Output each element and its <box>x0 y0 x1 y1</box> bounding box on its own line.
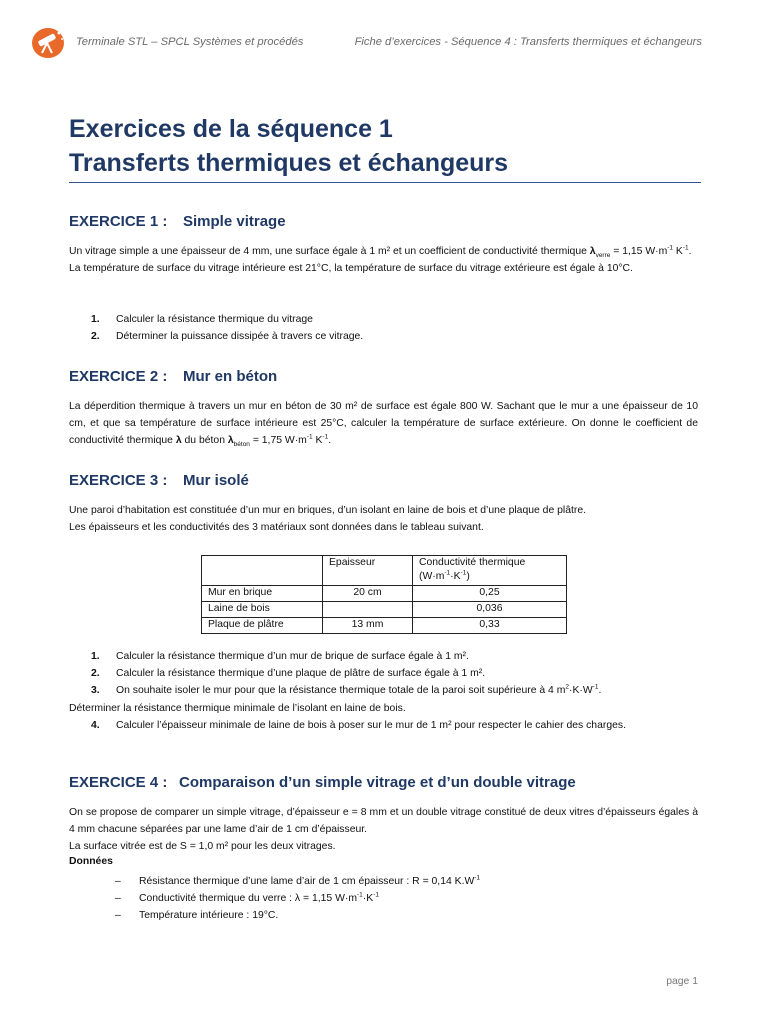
exercise-3-questions <box>69 648 698 734</box>
list-item: – Conductivité thermique du verre : λ = 1,15 $W\cdot m^{-1}\cdot K^{-1}$ <box>115 891 379 904</box>
exercise-4-number: EXERCICE 4 : <box>69 774 168 791</box>
exercise-1-number: EXERCICE 1 : <box>69 213 168 230</box>
exercise-3-heading <box>69 472 249 489</box>
list-item: 1. Calculer la résistance thermique d’un mur de brique de surface égale à 1 m². <box>91 651 469 662</box>
title-line-1: Exercices de la séquence 1 <box>69 115 393 143</box>
table-cell: 0,25 <box>413 586 567 602</box>
page-header <box>32 27 702 59</box>
exercise-4-paragraph-2: La surface vitrée est de S = 1,0 m² pour les deux vitrages. <box>69 841 336 852</box>
exercise-1-heading <box>69 213 286 230</box>
page-title <box>69 112 701 180</box>
exercise-4-paragraph-1: On se propose de comparer un simple vitrage, d’épaisseur e = 8 mm et un double vitrage constitué de deux vitres d’épaisseurs égales à 4 mm chacune séparées par une lame d’air de 1 cm d’épaisseur. <box>69 807 698 835</box>
table-cell: 13 mm <box>323 618 413 634</box>
table-cell <box>323 602 413 618</box>
exercise-1-title: Simple vitrage <box>183 213 286 230</box>
list-item: – Température intérieure : 19°C. <box>115 910 279 921</box>
table-cell: Epaisseur <box>323 556 413 586</box>
title-divider <box>69 182 701 183</box>
exercise-4-title: Comparaison d’un simple vitrage et d’un double vitrage <box>179 774 576 791</box>
materials-table <box>201 555 567 634</box>
exercise-4-heading <box>69 774 576 791</box>
exercise-3-title: Mur isolé <box>183 472 249 489</box>
table-row <box>202 586 567 602</box>
table-row <box>202 602 567 618</box>
telescope-logo-icon <box>32 27 68 59</box>
table-cell: 0,33 <box>413 618 567 634</box>
data-list <box>69 873 480 924</box>
title-line-2: Transferts thermiques et échangeurs <box>69 149 509 177</box>
table-row <box>202 618 567 634</box>
table-cell: Plaque de plâtre <box>202 618 323 634</box>
list-item: 2. Déterminer la puissance dissipée à travers ce vitrage. <box>91 331 364 343</box>
list-item: 2. Calculer la résistance thermique d’une plaque de plâtre de surface égale à 1 m². <box>91 668 486 680</box>
exercise-3-paragraph-2: Les épaisseurs et les conductivités des 3 matériaux sont données dans le tableau suivant. <box>69 522 484 533</box>
table-cell: Laine de bois <box>202 602 323 618</box>
exercise-4-statement <box>69 804 698 855</box>
exercise-2-statement <box>69 398 698 449</box>
exercise-1-paragraph-2: La température de surface du vitrage intérieure est 21°C, la température de surface du vitrage extérieure est égale à 10°C. <box>69 263 633 274</box>
exercise-2-title: Mur en béton <box>183 368 278 385</box>
data-heading: Données <box>69 856 113 867</box>
list-item: 4. Calculer l’épaisseur minimale de laine de bois à poser sur le mur de 1 m² pour respecter le cahier des charges. <box>91 719 626 731</box>
table-cell: 20 cm <box>323 586 413 602</box>
list-item: 3. On souhaite isoler le mur pour que la résistance thermique totale de la paroi soit supérieure à 4 $m^2\cdot K\cdot W^{-1}$. <box>91 683 602 697</box>
exercise-3-paragraph-1: Une paroi d’habitation est constituée d’un mur en briques, d’un isolant en laine de bois et d’une plaque de plâtre. <box>69 505 586 516</box>
exercise-2-paragraph: La déperdition thermique à travers un mur en béton de 30 m² de surface est égale 800 W. Sachant que le mur a une épaisseur de 10 cm, et que sa température de surface intérieure est 25°C, calculer la température de surface extérieure. On donne le coefficient de conductivité thermique λ du béton $\lambda_{béton} = 1,75$ $W\cdot m^{-1}$ $K^{-1}$. <box>69 401 698 449</box>
header-course: Terminale STL – SPCL Systèmes et procédés <box>76 36 304 48</box>
exercise-1-questions <box>69 311 698 345</box>
exercise-1-paragraph-1: Un vitrage simple a une épaisseur de 4 mm, une surface égale à 1 m² et un coefficient de conductivité thermique $\lambda_{verre} = 1,15$ $W\cdot m^{-1}$ $K^{-1}$. <box>69 244 692 260</box>
table-header-row <box>202 556 567 586</box>
exercise-1-statement <box>69 243 698 277</box>
table-cell: 0,036 <box>413 602 567 618</box>
table-cell: Mur en brique <box>202 586 323 602</box>
exercise-2-number: EXERCICE 2 : <box>69 368 168 385</box>
header-sheet: Fiche d’exercices - Séquence 4 : Transferts thermiques et échangeurs <box>354 36 702 48</box>
list-item: – Résistance thermique d’une lame d’air de 1 cm épaisseur : R = 0,14 $K.W^{-1}$ <box>115 874 481 887</box>
page-number: page 1 <box>666 976 698 987</box>
exercise-3-statement <box>69 502 698 536</box>
list-item: 1. Calculer la résistance thermique du vitrage <box>91 314 313 325</box>
exercise-2-heading <box>69 368 277 385</box>
exercise-3-number: EXERCICE 3 : <box>69 472 168 489</box>
table-cell <box>202 556 323 586</box>
table-cell: Conductivité thermique $(W\cdot m^{-1}\cdot K^{-1})$ <box>413 556 567 586</box>
list-item-continuation: Déterminer la résistance thermique minimale de l’isolant en laine de bois. <box>69 702 406 714</box>
